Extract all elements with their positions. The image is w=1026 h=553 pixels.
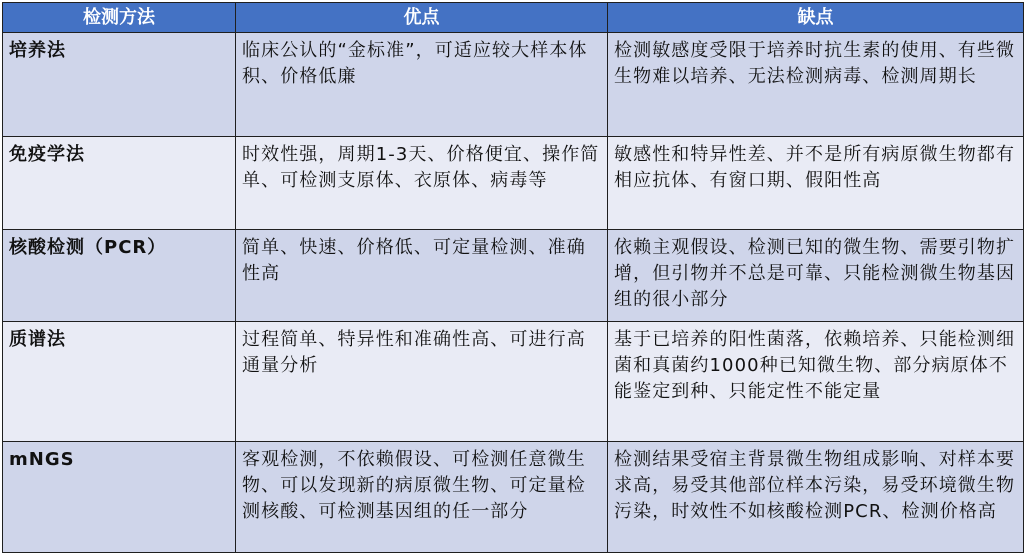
table-row	[3, 442, 1024, 553]
pros-cell: 时效性强，周期1-3天、价格便宜、操作简单、可检测支原体、衣原体、病毒等	[236, 137, 608, 230]
table-row	[3, 230, 1024, 322]
table-row	[3, 33, 1024, 137]
header-row	[3, 3, 1024, 33]
cons-cell: 检测敏感度受限于培养时抗生素的使用、有些微生物难以培养、无法检测病毒、检测周期长	[608, 33, 1024, 137]
table-header	[3, 3, 1024, 33]
cons-cell: 基于已培养的阳性菌落，依赖培养、只能检测细菌和真菌约1000种已知微生物、部分病原体不能鉴定到种、只能定性不能定量	[608, 322, 1024, 442]
header-method: 检测方法	[3, 3, 236, 33]
header-pros: 优点	[236, 3, 608, 33]
header-cons: 缺点	[608, 3, 1024, 33]
cons-cell: 检测结果受宿主背景微生物组成影响、对样本要求高，易受其他部位样本污染，易受环境微生物污染，时效性不如核酸检测PCR、检测价格高	[608, 442, 1024, 553]
method-cell: 培养法	[3, 33, 236, 137]
pros-cell: 临床公认的“金标准”，可适应较大样本体积、价格低廉	[236, 33, 608, 137]
table-row	[3, 322, 1024, 442]
pros-cell: 过程简单、特异性和准确性高、可进行高通量分析	[236, 322, 608, 442]
method-cell: 核酸检测（PCR）	[3, 230, 236, 322]
pros-cell: 客观检测，不依赖假设、可检测任意微生物、可以发现新的病原微生物、可定量检测核酸、可检测基因组的任一部分	[236, 442, 608, 553]
comparison-table	[2, 2, 1024, 553]
method-cell: 免疫学法	[3, 137, 236, 230]
cons-cell: 敏感性和特异性差、并不是所有病原微生物都有相应抗体、有窗口期、假阳性高	[608, 137, 1024, 230]
method-cell: mNGS	[3, 442, 236, 553]
table-body	[3, 33, 1024, 553]
method-cell: 质谱法	[3, 322, 236, 442]
table-row	[3, 137, 1024, 230]
cons-cell: 依赖主观假设、检测已知的微生物、需要引物扩增，但引物并不总是可靠、只能检测微生物基因组的很小部分	[608, 230, 1024, 322]
pros-cell: 简单、快速、价格低、可定量检测、准确性高	[236, 230, 608, 322]
